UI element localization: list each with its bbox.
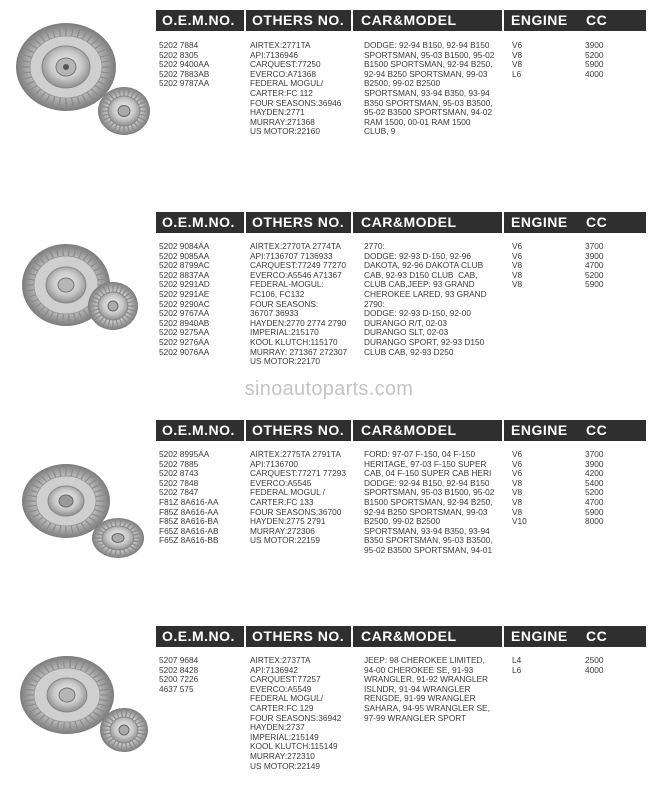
header-cc: CC [586,214,608,230]
list-item: MURRAY:271368 [250,116,315,127]
list-item: US MOTOR:22149 [250,760,320,771]
list-item: RENGDE, 91-99 WRANGLER [364,693,476,704]
list-item: DODGE: 92-93 D-150, 92-00 [364,308,471,319]
list-item: 5202 7848 [159,477,199,488]
others-numbers-list [250,242,360,367]
header-car-model: CAR&MODEL [353,420,502,441]
list-item: FOUR SEASONS:36700 [250,506,342,517]
list-item: B350 SPORTSMAN, 95-03 B3500, [364,97,493,108]
list-item: F65Z 8A616-AB [159,525,219,536]
list-item: 4200 [585,468,604,479]
others-numbers-list [250,450,360,546]
header-others-no: OTHERS NO. [246,10,351,31]
list-item: B1500 SPORTSMAN, 92-94 B250, [364,59,493,70]
list-item: L4 [512,655,522,665]
list-item: FEDERAL MOGUL/ [250,78,323,89]
list-item: CAB, 04 F-150 SUPER CAB HERI [364,468,492,479]
engine-list [512,450,552,527]
list-item: MURRAY:272306 [250,525,315,536]
list-item: 5202 8799AC [159,260,210,271]
list-item: KOOL KLUTCH:115149 [250,741,338,752]
list-item: 5202 7883AB [159,68,210,79]
list-item: CARTER:FC 129 [250,702,314,713]
list-item: 4000 [585,68,604,79]
list-item: 5202 9291AE [159,288,210,299]
header-engine: ENGINE [511,12,568,28]
oem-numbers-list [159,450,245,546]
engine-list [512,242,552,290]
list-item: 3900 [585,250,604,261]
list-item: 5202 9085AA [159,250,210,261]
list-item: CLUB CAB,JEEP: 93 GRAND [364,279,475,290]
fan-clutch-small-image [96,85,152,137]
list-item: MURRAY:272310 [250,750,315,761]
header-cc: CC [586,422,608,438]
list-item: CARTER:FC 112 [250,87,313,98]
list-item: 5400 [585,477,604,488]
header-car-model: CAR&MODEL [353,10,502,31]
list-item: FOUR SEASONS:36942 [250,712,342,723]
fan-clutch-small-image [86,280,140,332]
table-header [156,10,646,31]
list-item: RAM 1500, 00-01 RAM 1500 [364,116,471,127]
list-item: 5202 8743 [159,468,199,479]
list-item: 5202 9290AC [159,298,210,309]
list-item: 5900 [585,279,604,290]
list-item: 5202 8995AA [159,449,210,459]
list-item: FEDERAL MOGUL / [250,487,325,498]
list-item: 5200 [585,49,604,60]
list-item: 5207 9684 [159,655,199,665]
list-item: V10 [512,516,527,527]
list-item: 97-99 WRANGLER SPORT [364,712,467,723]
list-item: V6 [512,40,523,50]
list-item: CARQUEST:77249 77270 [250,260,346,271]
list-item: 3900 [585,40,604,50]
list-item: HAYDEN:2775 2791 [250,516,326,527]
list-item: V6 [512,468,523,479]
list-item: FEDERAL-MOGUL: [250,279,324,290]
list-item: 4700 [585,496,604,507]
list-item: 5900 [585,506,604,517]
list-item: V8 [512,496,523,507]
list-item: 95-02 B3500 SPORTSMAN, 94-01 [364,544,493,555]
list-item: 5200 7226 [159,674,199,685]
car-model-list [364,242,506,357]
list-item: 95-02 B3500 SPORTSMAN, 94-02 [364,107,493,118]
list-item: V6 [512,250,523,261]
fan-clutch-small-image [98,706,150,754]
engine-list [512,656,552,675]
list-item: F65Z 8A616-BB [159,535,219,546]
oem-numbers-list [159,656,245,694]
list-item: 5200 [585,487,604,498]
header-oem-no: O.E.M.NO. [156,420,244,441]
header-car-model: CAR&MODEL [353,626,502,647]
car-model-list [364,450,506,556]
list-item: 5202 9084AA [159,241,210,251]
list-item: FOUR SEASONS: [250,298,319,309]
list-item: AIRTEX:2737TA [250,655,311,665]
list-item: US MOTOR:22160 [250,126,320,137]
list-item: CHEROKEE LARED, 93 GRAND [364,288,487,299]
list-item: DURANGO SPORT, 92-93 D150 [364,336,485,347]
list-item: 5900 [585,59,604,70]
car-model-list [364,41,506,137]
list-item: CLUB, 9 [364,126,396,137]
list-item: FORD: 97-07 F-150, 04 F-150 [364,449,476,459]
list-item: EVERCO:A71368 [250,68,316,79]
list-item: AIRTEX:2770TA 2774TA [250,241,341,251]
table-header [156,212,646,233]
list-item: EVERCO:A5545 [250,477,312,488]
header-others-no: OTHERS NO. [246,626,351,647]
list-item: F85Z 8A616-AA [159,506,219,517]
list-item: 94-00 CHEROKEE SE, 91-93 [364,664,474,675]
list-item: US MOTOR:22170 [250,356,320,367]
list-item: SPORTSMAN, 93-94 B350, 93-94 [364,87,490,98]
list-item: 2770: [364,241,385,251]
list-item: 3700 [585,241,604,251]
cc-list [585,242,625,290]
cc-list [585,656,625,675]
list-item: SPORTSMAN, 95-03 B1500, 95-02 [364,49,495,60]
list-item: API:7136707 7136933 [250,250,333,261]
list-item: HERITAGE, 97-03 F-150 SUPER [364,458,487,469]
list-item: 5202 8940AB [159,317,210,328]
list-item: CARTER:FC 133 [250,496,314,507]
list-item: V6 [512,241,523,251]
list-item: F81Z 8A616-AA [159,496,219,507]
list-item: 4700 [585,260,604,271]
list-item: 92-94 B250 SPORTSMAN, 99-03 [364,506,488,517]
list-item: V8 [512,279,523,290]
list-item: FC106, FC132 [250,288,305,299]
list-item: API:7136700 [250,458,298,469]
list-item: AIRTEX:2771TA [250,40,311,50]
list-item: V8 [512,269,523,280]
list-item: 3700 [585,449,604,459]
header-others-no: OTHERS NO. [246,212,351,233]
watermark: sinoautoparts.com [244,378,414,400]
list-item: F85Z 8A616-BA [159,516,219,527]
header-car-model: CAR&MODEL [353,212,502,233]
list-item: 2500 [585,655,604,665]
list-item: HAYDEN:2770 2774 2790 [250,317,347,328]
list-item: MURRAY: 271367 272307 [250,346,348,357]
list-item: DODGE: 92-94 B150, 92-94 B150 [364,477,490,488]
list-item: IMPERIAL:215149 [250,731,319,742]
header-engine: ENGINE [511,214,568,230]
list-item: V8 [512,260,523,271]
list-item: 36707 36933 [250,308,299,319]
list-item: 5202 7847 [159,487,199,498]
list-item: WRANGLER, 91-92 WRANGLER [364,674,489,685]
list-item: 4637 575 [159,683,194,694]
list-item: DAKOTA, 92-96 DAKOTA CLUB [364,260,484,271]
list-item: L6 [512,68,522,79]
list-item: API:7136946 [250,49,298,60]
header-cc: CC [586,628,608,644]
list-item: 5202 9400AA [159,59,210,70]
table-header [156,626,646,647]
list-item: 92-94 B250 SPORTSMAN, 99-03 [364,68,488,79]
header-cc: CC [586,12,608,28]
oem-numbers-list [159,242,245,357]
header-engine-cc [504,212,646,233]
others-numbers-list [250,656,360,771]
list-item: 5202 7884 [159,40,199,50]
header-engine: ENGINE [511,422,568,438]
list-item: 5202 9787AA [159,78,210,89]
list-item: 5202 7885 [159,458,199,469]
list-item: 2790: [364,298,385,309]
list-item: 8000 [585,516,604,527]
list-item: 5202 8837AA [159,269,210,280]
header-others-no: OTHERS NO. [246,420,351,441]
list-item: 5202 9275AA [159,327,210,338]
list-item: V6 [512,449,523,459]
list-item: AIRTEX:2775TA 2791TA [250,449,341,459]
engine-list [512,41,552,79]
list-item: EVERCO:A5546 A71367 [250,269,342,280]
list-item: CARQUEST:77257 [250,674,321,685]
list-item: SAHARA, 94-95 WRANGLER SE, [364,702,490,713]
list-item: 5202 9276AA [159,336,210,347]
header-engine: ENGINE [511,628,568,644]
list-item: B2500, 99-02 B2500 [364,78,441,89]
header-engine-cc [504,626,646,647]
list-item: 3900 [585,458,604,469]
list-item: JEEP: 98 CHEROKEE LIMITED, [364,655,485,665]
list-item: CARQUEST:77271 77293 [250,468,346,479]
oem-numbers-list [159,41,245,89]
list-item: 4000 [585,664,604,675]
list-item: V8 [512,49,523,60]
list-item: SPORTSMAN, 93-94 B350, 93-94 [364,525,490,536]
list-item: B2500, 99-02 B2500 [364,516,441,527]
list-item: 5202 8428 [159,664,199,675]
header-engine-cc [504,10,646,31]
car-model-list [364,656,506,723]
list-item: CLUB CAB, 92-93 D250 [364,346,454,357]
list-item: 5200 [585,269,604,280]
list-item: HAYDEN:2771 [250,107,305,118]
list-item: 5202 9767AA [159,308,210,319]
list-item: SPORTSMAN, 95-03 B1500, 95-02 [364,487,495,498]
list-item: KOOL KLUTCH:115170 [250,336,338,347]
list-item: 5202 9291AD [159,279,210,290]
list-item: DODGE: 92-94 B150, 92-94 B150 [364,40,490,50]
list-item: FOUR SEASONS:36946 [250,97,342,108]
list-item: DURANGO R/T, 02-03 [364,317,447,328]
list-item: IMPERIAL:215170 [250,327,319,338]
header-engine-cc [504,420,646,441]
header-oem-no: O.E.M.NO. [156,212,244,233]
list-item: V6 [512,458,523,469]
list-item: HAYDEN:2737 [250,722,305,733]
list-item: B1500 SPORTSMAN, 92-94 B250, [364,496,493,507]
fan-clutch-small-image [90,516,146,560]
list-item: US MOTOR:22159 [250,535,320,546]
list-item: B350 SPORTSMAN, 95-03 B3500, [364,535,493,546]
table-header [156,420,646,441]
list-item: L6 [512,664,522,675]
cc-list [585,41,625,79]
list-item: API:7136942 [250,664,298,675]
header-oem-no: O.E.M.NO. [156,626,244,647]
cc-list [585,450,625,527]
list-item: FEDERAL MOGUL/ [250,693,323,704]
list-item: CARQUEST:77250 [250,59,321,70]
list-item: DURANGO SLT, 02-03 [364,327,449,338]
list-item: CAB, 92-93 D150 CLUB CAB, [364,269,478,280]
others-numbers-list [250,41,360,137]
list-item: V8 [512,59,523,70]
list-item: 5202 9076AA [159,346,210,357]
list-item: ISLNDR, 91-94 WRANGLER [364,683,471,694]
list-item: 5202 8305 [159,49,199,60]
header-oem-no: O.E.M.NO. [156,10,244,31]
list-item: V8 [512,506,523,517]
list-item: EVERCO:A5549 [250,683,312,694]
list-item: V8 [512,477,523,488]
list-item: V8 [512,487,523,498]
list-item: DODGE: 92-93 D-150, 92-96 [364,250,471,261]
